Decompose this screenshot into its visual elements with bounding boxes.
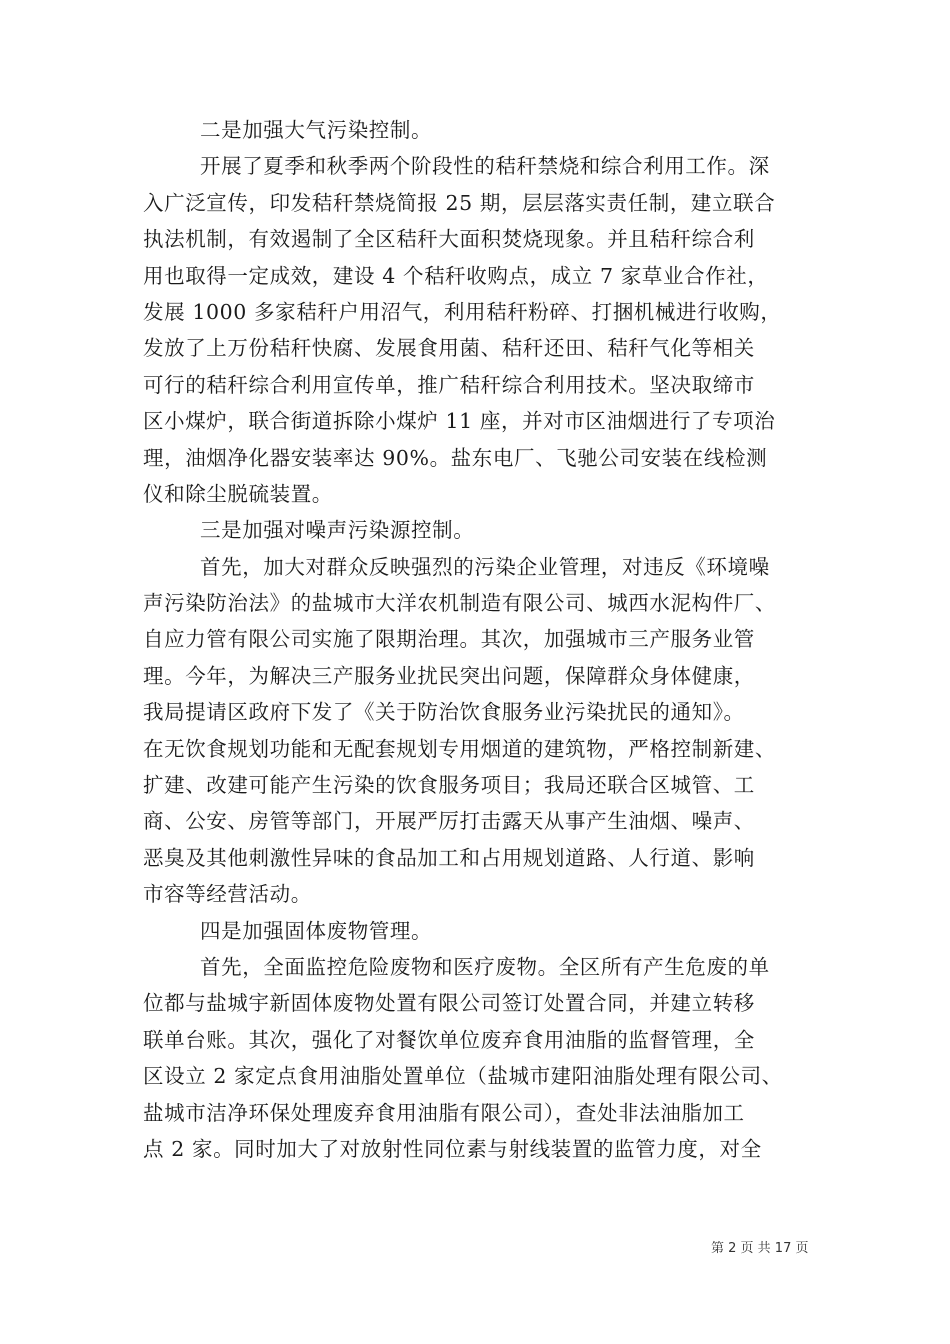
text-line: 理，油烟净化器安装率达 90%。盐东电厂、飞驰公司安装在线检测	[143, 445, 768, 470]
paragraph-first-line: 首先，加大对群众反映强烈的污染企业管理，对违反《环境噪	[200, 554, 770, 579]
text-line: 区设立 2 家定点食用油脂处置单位（盐城市建阳油脂处理有限公司、	[143, 1064, 783, 1089]
text-line: 在无饮食规划功能和无配套规划专用烟道的建筑物，严格控制新建、	[143, 736, 776, 761]
paragraph-first-line: 首先，全面监控危险废物和医疗废物。全区所有产生危废的单	[200, 954, 770, 979]
text-line: 执法机制，有效遏制了全区秸秆大面积焚烧现象。并且秸秆综合利	[143, 227, 755, 252]
text-line: 商、公安、房管等部门，开展严厉打击露天从事产生油烟、噪声、	[143, 809, 755, 834]
text-line: 发展 1000 多家秸秆户用沼气，利用秸秆粉碎、打捆机械进行收购，	[143, 299, 782, 324]
paragraph-first-line: 三是加强对噪声污染源控制。	[200, 518, 475, 543]
text-line: 恶臭及其他刺激性异味的食品加工和占用规划道路、人行道、影响	[143, 845, 755, 870]
text-line: 联单台账。其次，强化了对餐饮单位废弃食用油脂的监督管理，全	[143, 1027, 755, 1052]
paragraph-first-line: 四是加强固体废物管理。	[200, 918, 433, 943]
text-line: 盐城市洁净环保处理废弃食用油脂有限公司），查处非法油脂加工	[143, 1100, 745, 1125]
text-line: 我局提请区政府下发了《关于防治饮食服务业污染扰民的通知》。	[143, 700, 745, 725]
text-line: 位都与盐城宇新固体废物处置有限公司签订处置合同，并建立转移	[143, 991, 755, 1016]
text-line: 声污染防治法》的盐城市大洋农机制造有限公司、城西水泥构件厂、	[143, 591, 776, 616]
text-line: 可行的秸秆综合利用宣传单，推广秸秆综合利用技术。坚决取缔市	[143, 372, 755, 397]
text-line: 区小煤炉，联合街道拆除小煤炉 11 座，并对市区油烟进行了专项治	[143, 409, 776, 434]
text-line: 扩建、改建可能产生污染的饮食服务项目；我局还联合区城管、工	[143, 773, 755, 798]
text-line: 发放了上万份秸秆快腐、发展食用菌、秸秆还田、秸秆气化等相关	[143, 336, 755, 361]
page-number-footer: 第 2 页 共 17 页	[711, 1241, 809, 1256]
document-body	[143, 112, 811, 1167]
paragraph-first-line: 开展了夏季和秋季两个阶段性的秸秆禁烧和综合利用工作。深	[200, 154, 770, 179]
text-line: 市容等经营活动。	[143, 882, 312, 907]
text-line: 点 2 家。同时加大了对放射性同位素与射线装置的监管力度，对全	[143, 1136, 762, 1161]
text-line: 理。今年，为解决三产服务业扰民突出问题，保障群众身体健康，	[143, 663, 755, 688]
text-line: 自应力管有限公司实施了限期治理。其次，加强城市三产服务业管	[143, 627, 755, 652]
text-line: 入广泛宣传，印发秸秆禁烧简报 25 期，层层落实责任制，建立联合	[143, 190, 776, 215]
text-line: 仪和除尘脱硫装置。	[143, 481, 333, 506]
text-line: 用也取得一定成效，建设 4 个秸秆收购点，成立 7 家草业合作社，	[143, 263, 769, 288]
paragraph-first-line: 二是加强大气污染控制。	[200, 118, 433, 142]
